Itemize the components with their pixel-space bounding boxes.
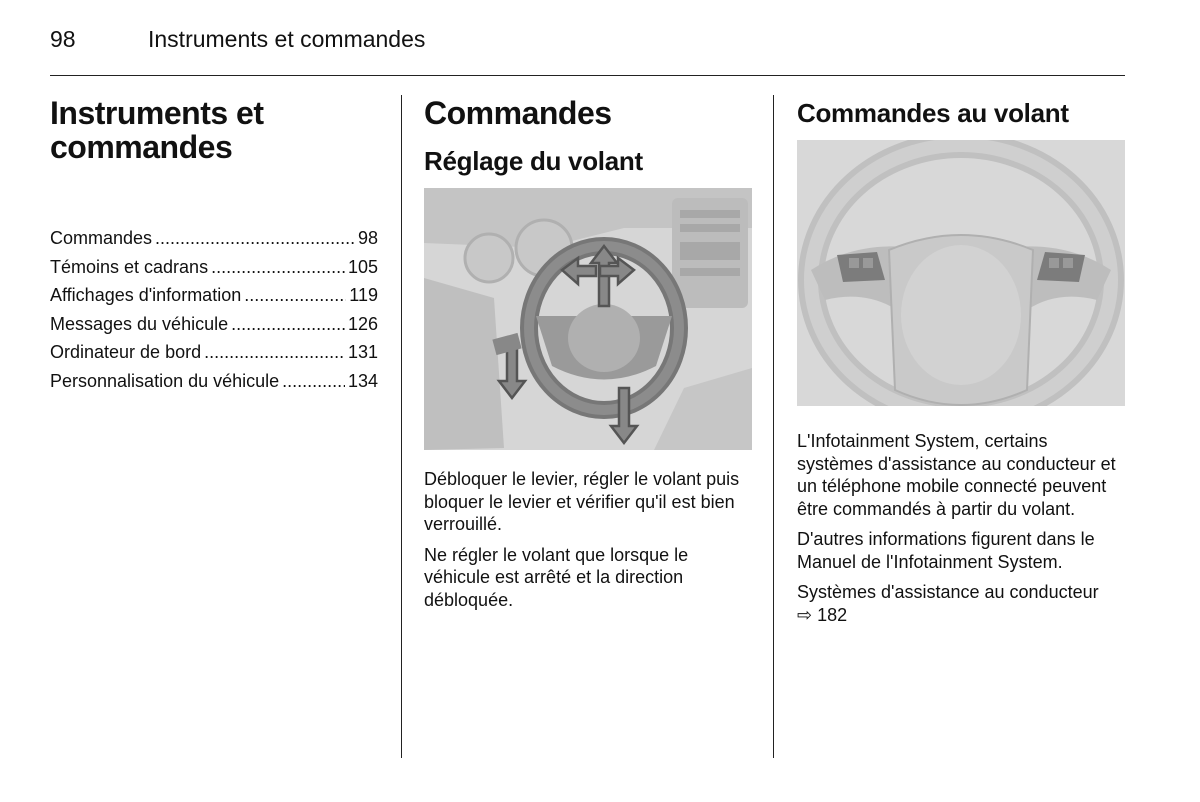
page-number: 98 xyxy=(50,26,76,52)
toc-page: 105 xyxy=(347,256,378,277)
toc-entry[interactable] xyxy=(50,224,378,253)
crossref-arrow-icon: ⇨ xyxy=(797,604,813,625)
toc-leader xyxy=(244,281,346,310)
column-divider-2 xyxy=(773,95,774,758)
paragraph: Ne régler le volant que lorsque le véhicule est arrêté et la direction débloquée. xyxy=(424,544,689,610)
chapter-title: Instruments et commandes xyxy=(50,95,264,165)
toc-leader xyxy=(204,338,345,367)
toc-entry[interactable] xyxy=(50,367,378,396)
toc-label: Affichages d'information xyxy=(50,285,242,306)
table-of-contents xyxy=(50,224,380,396)
column-commandes xyxy=(424,96,754,619)
toc-leader xyxy=(282,367,345,396)
column-divider-1 xyxy=(401,95,402,758)
crossref-page: 182 xyxy=(817,604,848,625)
steering-wheel-controls-illustration xyxy=(797,140,1125,406)
toc-page: 134 xyxy=(347,370,378,391)
toc-label: Témoins et cadrans xyxy=(50,256,209,277)
toc-page: 119 xyxy=(349,285,378,306)
toc-page: 126 xyxy=(347,313,378,334)
toc-page: 98 xyxy=(357,228,378,248)
toc-entry[interactable] xyxy=(50,281,378,310)
toc-label: Commandes xyxy=(50,228,153,248)
section-title: Commandes au volant xyxy=(797,98,1069,128)
toc-leader xyxy=(231,310,345,339)
subsection-title: Réglage du volant xyxy=(424,146,643,176)
paragraph: D'autres informations figurent dans le Manuel de l'Infotainment System. xyxy=(797,529,1095,572)
toc-leader xyxy=(155,224,355,253)
cross-reference[interactable] xyxy=(797,581,1117,626)
column-toc xyxy=(50,96,380,396)
paragraph: Débloquer le levier, régler le volant puis bloquer le levier et vérifier qu'il est bien verrouillé. xyxy=(424,469,740,534)
steering-adjust-illustration xyxy=(424,188,752,450)
running-title: Instruments et commandes xyxy=(148,26,426,52)
toc-label: Personnalisation du véhicule xyxy=(50,370,280,391)
toc-entry[interactable] xyxy=(50,253,378,282)
crossref-text: Systèmes d'assistance au conducteur xyxy=(797,582,1099,602)
toc-label: Ordinateur de bord xyxy=(50,342,202,363)
toc-label: Messages du véhicule xyxy=(50,313,229,334)
toc-page: 131 xyxy=(347,342,378,363)
toc-entry[interactable] xyxy=(50,310,378,339)
column-commandes-volant xyxy=(797,96,1127,634)
toc-entry[interactable] xyxy=(50,338,378,367)
toc-leader xyxy=(211,253,345,282)
section-title: Commandes xyxy=(424,95,612,131)
header-rule xyxy=(50,75,1125,76)
paragraph: L'Infotainment System, certains systèmes d'assistance au conducteur et un téléphone mobile connecté peuvent être commandés à partir du volant. xyxy=(797,431,1116,519)
